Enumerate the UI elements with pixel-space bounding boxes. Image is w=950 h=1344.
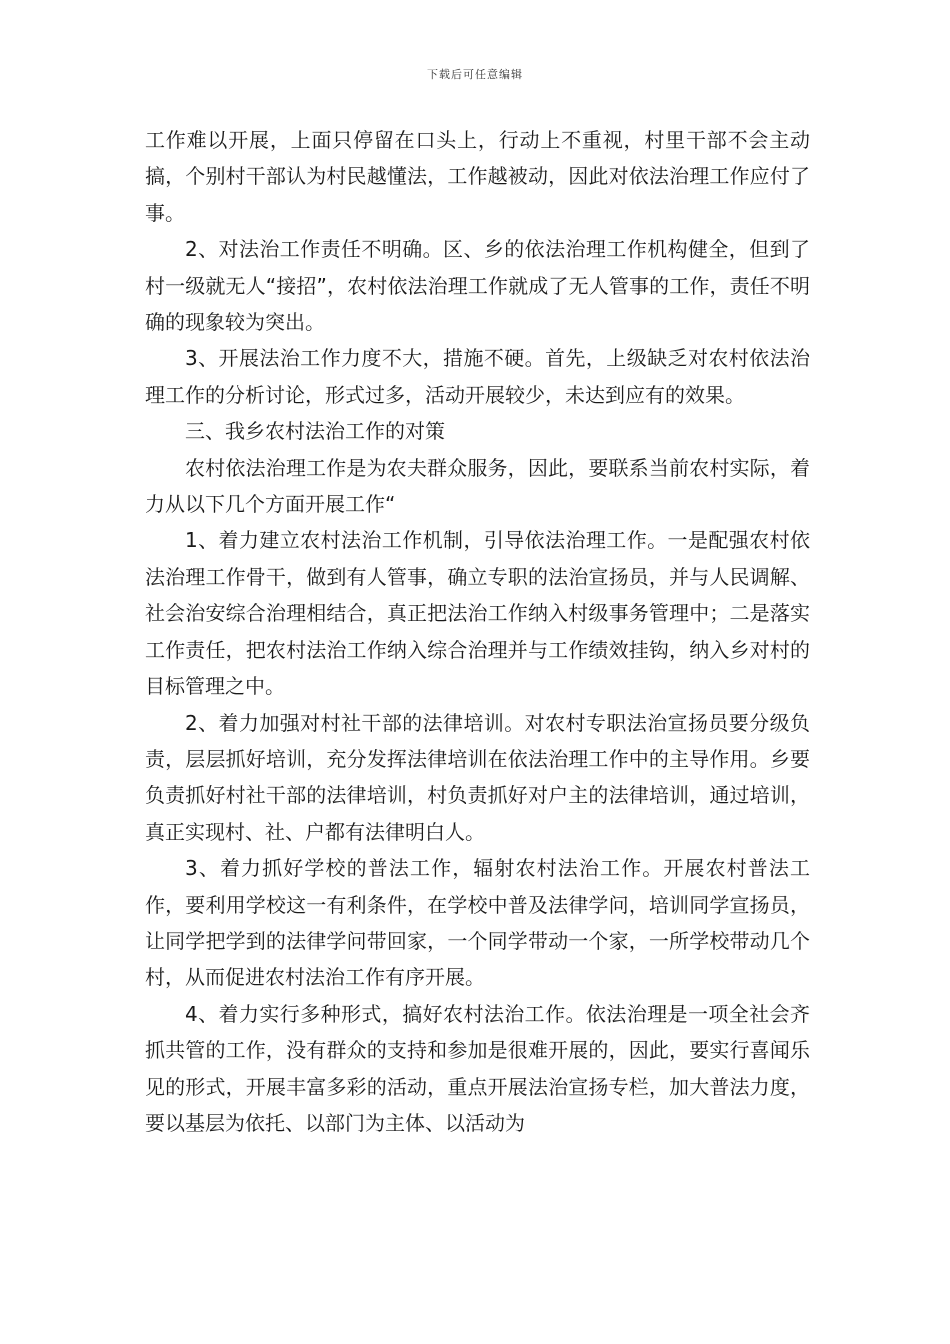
paragraph-2: 2、对法治工作责任不明确。区、乡的依法治理工作机构健全，但到了村一级就无人“接招”，农村依法治理工作就成了无人管事的工作，责任不明确的现象较为突出。 (145, 237, 810, 335)
paragraph-3: 3、开展法治工作力度不大，措施不硬。首先，上级缺乏对农村依法治理工作的分析讨论，形式过多，活动开展较少，未达到应有的效果。 (145, 346, 810, 407)
document-body (145, 122, 810, 1141)
paragraph-1: 工作难以开展，上面只停留在口头上，行动上不重视，村里干部不会主动搞，个别村干部认为村民越懂法，工作越被动，因此对依法治理工作应付了事。 (145, 128, 810, 225)
section-heading: 三、我乡农村法治工作的对策 (185, 419, 445, 444)
paragraph-8: 4、着力实行多种形式，搞好农村法治工作。依法治理是一项全社会齐抓共管的工作，没有群众的支持和参加是很难开展的，因此，要实行喜闻乐见的形式，开展丰富多彩的活动，重点开展法治宣扬专栏，加大普法力度，要以基层为依托、以部门为主体、以活动为 (145, 1001, 810, 1135)
paragraph-4: 农村依法治理工作是为农夫群众服务，因此，要联系当前农村实际，着力从以下几个方面开展工作“ (145, 455, 810, 517)
paragraph-6: 2、着力加强对村社干部的法律培训。对农村专职法治宣扬员要分级负责，层层抓好培训，充分发挥法律培训在依法治理工作中的主导作用。乡要负责抓好村社干部的法律培训，村负责抓好对户主的法律培训，通过培训，真正实现村、社、户都有法律明白人。 (145, 710, 810, 844)
paragraph-5: 1、着力建立农村法治工作机制，引导依法治理工作。一是配强农村依法治理工作骨干，做到有人管事，确立专职的法治宣扬员，并与人民调解、社会治安综合治理相结合，真正把法治工作纳入村级事务管理中；二是落实工作责任，把农村法治工作纳入综合治理并与工作绩效挂钩，纳入乡对村的目标管理之中。 (145, 528, 810, 699)
paragraph-7: 3、着力抓好学校的普法工作，辐射农村法治工作。开展农村普法工作，要利用学校这一有利条件，在学校中普及法律学问，培训同学宣扬员，让同学把学到的法律学问带回家，一个同学带动一个家，一所学校带动几个村，从而促进农村法治工作有序开展。 (145, 856, 810, 990)
page-header: 下载后可任意编辑 (427, 68, 523, 81)
